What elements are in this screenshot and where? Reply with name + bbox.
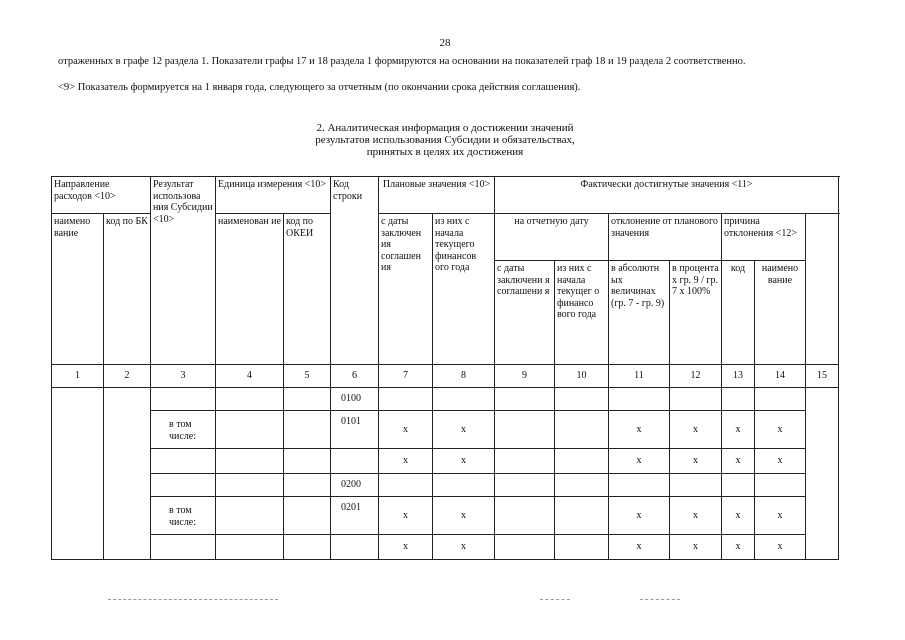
cell-empty: [433, 474, 495, 497]
cell-empty: [216, 411, 284, 449]
cell-empty: [609, 474, 670, 497]
table-row: [52, 535, 839, 560]
col-number: 7: [379, 365, 433, 388]
col-number: 9: [495, 365, 555, 388]
cell-x: x: [379, 535, 433, 560]
cell-x: x: [433, 449, 495, 474]
cell-empty: [331, 535, 379, 560]
cell-empty: [151, 388, 216, 411]
row-code: 0101: [331, 411, 379, 449]
footnote-text: <9> Показатель формируется на 1 января года, следующего за отчетным (по окончании срока действия соглашения).: [58, 82, 581, 93]
cell-empty: [495, 411, 555, 449]
cell-empty: [151, 449, 216, 474]
header-iz-nih: из них с начала текущего финансов ого года: [433, 214, 495, 365]
col-number: 10: [555, 365, 609, 388]
v-tom-chisle: в том числе:: [151, 411, 216, 449]
cell-empty: [284, 411, 331, 449]
cell-empty: [555, 535, 609, 560]
cell-empty: [555, 497, 609, 535]
cell-empty: [284, 497, 331, 535]
col-number: 12: [670, 365, 722, 388]
header-f-iz-nih: из них с начала текущег о финансо вого года: [555, 261, 609, 365]
cell-empty: [555, 449, 609, 474]
cell-empty: [433, 388, 495, 411]
scan-artifact-line: [540, 599, 570, 600]
section-title: [0, 122, 890, 158]
cell-x: x: [609, 497, 670, 535]
cell-x: x: [670, 535, 722, 560]
col-number: 13: [722, 365, 755, 388]
cell-x: x: [670, 449, 722, 474]
cell-empty: [216, 388, 284, 411]
header-planovye: Плановые значения <10>: [379, 177, 495, 214]
cell-x: x: [670, 411, 722, 449]
cell-empty: [555, 388, 609, 411]
cell-empty: [555, 474, 609, 497]
col-number: 8: [433, 365, 495, 388]
cell-empty: [609, 388, 670, 411]
header-naim: наимено вание: [755, 261, 806, 365]
cell-empty: [722, 388, 755, 411]
cell-empty: [806, 388, 839, 560]
cell-empty: [555, 411, 609, 449]
cell-empty: [495, 535, 555, 560]
table-row: [52, 497, 839, 535]
cell-empty: [284, 535, 331, 560]
header-okei: код по ОКЕИ: [284, 214, 331, 365]
cell-empty: [284, 449, 331, 474]
cell-empty: [670, 474, 722, 497]
cell-empty: [495, 388, 555, 411]
cell-x: x: [433, 535, 495, 560]
header-edinica: Единица измерения <10>: [216, 177, 331, 214]
header-v-proc: в процента х гр. 9 / гр. 7 х 100%: [670, 261, 722, 365]
cell-x: x: [722, 535, 755, 560]
cell-empty: [151, 474, 216, 497]
cell-empty: [52, 388, 104, 560]
cell-empty: [216, 474, 284, 497]
header-naimenovanie: наимено вание: [52, 214, 104, 365]
cell-x: x: [755, 449, 806, 474]
cell-x: x: [433, 497, 495, 535]
row-code: 0201: [331, 497, 379, 535]
cell-x: x: [755, 535, 806, 560]
header-kod: код: [722, 261, 755, 365]
cell-x: x: [609, 535, 670, 560]
header-rezultat: Результат использова ния Субсидии <10>: [151, 177, 216, 365]
title-line: 2. Аналитическая информация о достижении значений: [316, 122, 574, 134]
cell-x: x: [609, 449, 670, 474]
cell-empty: [216, 497, 284, 535]
cell-empty: [284, 474, 331, 497]
header-kod-stroki: Код строки: [331, 177, 379, 365]
scan-artifact-line: [108, 599, 278, 600]
header-otklonenie: отклонение от планового значения: [609, 214, 722, 261]
cell-x: x: [379, 497, 433, 535]
cell-empty: [755, 388, 806, 411]
col-number: 15: [806, 365, 839, 388]
cell-empty: [495, 497, 555, 535]
cell-empty: [379, 474, 433, 497]
header-prichina: причина отклонения <12>: [722, 214, 806, 261]
cell-x: x: [379, 449, 433, 474]
header-s-daty: с даты заключен ия соглашен ия: [379, 214, 433, 365]
v-tom-chisle: в том числе:: [151, 497, 216, 535]
cell-empty: [495, 474, 555, 497]
header-napravlenie: Направление расходов <10>: [52, 177, 151, 214]
cell-x: x: [433, 411, 495, 449]
cell-empty: [104, 388, 151, 560]
cell-empty: [151, 535, 216, 560]
cell-x: x: [722, 449, 755, 474]
col-number: 2: [104, 365, 151, 388]
col-number: 5: [284, 365, 331, 388]
cell-x: x: [379, 411, 433, 449]
cell-x: x: [670, 497, 722, 535]
col-number: 3: [151, 365, 216, 388]
header-fakticheski: Фактически достигнутые значения <11>: [495, 177, 839, 214]
table-row: [52, 449, 839, 474]
header-naimenovanie-ed: наименован ие: [216, 214, 284, 365]
table-row: [52, 474, 839, 497]
cell-empty: [216, 535, 284, 560]
cell-empty: [216, 449, 284, 474]
cell-x: x: [755, 411, 806, 449]
col-number: 4: [216, 365, 284, 388]
cell-empty: [722, 474, 755, 497]
header-f-s-daty: с даты заключени я соглашени я: [495, 261, 555, 365]
title-line: принятых в целях их достижения: [366, 146, 524, 158]
scan-artifact-line: [640, 599, 680, 600]
cell-x: x: [722, 411, 755, 449]
table-row: [52, 388, 839, 411]
header-kod-bk: код по БК: [104, 214, 151, 365]
cell-empty: [495, 449, 555, 474]
cell-x: x: [722, 497, 755, 535]
col-number: 11: [609, 365, 670, 388]
analytics-table: [51, 176, 839, 560]
paragraph-text: отраженных в графе 12 раздела 1. Показатели графы 17 и 18 раздела 1 формируются на основании на показателей граф 18 и 19 раздела 2 соответственно.: [58, 56, 746, 67]
table-row: [52, 411, 839, 449]
cell-empty: [284, 388, 331, 411]
cell-x: x: [755, 497, 806, 535]
row-code: 0200: [331, 474, 379, 497]
col-number: 14: [755, 365, 806, 388]
cell-empty: [331, 449, 379, 474]
page-number: 28: [439, 37, 451, 49]
cell-empty: [379, 388, 433, 411]
cell-empty: [670, 388, 722, 411]
title-line: результатов использования Субсидии и обязательствах,: [315, 134, 575, 146]
cell-empty: [755, 474, 806, 497]
col-number: 6: [331, 365, 379, 388]
header-na-otchetnuyu: на отчетную дату: [495, 214, 609, 261]
col-number: 1: [52, 365, 104, 388]
cell-x: x: [609, 411, 670, 449]
row-code: 0100: [331, 388, 379, 411]
header-v-abs: в абсолютн ых величинах (гр. 7 - гр. 9): [609, 261, 670, 365]
